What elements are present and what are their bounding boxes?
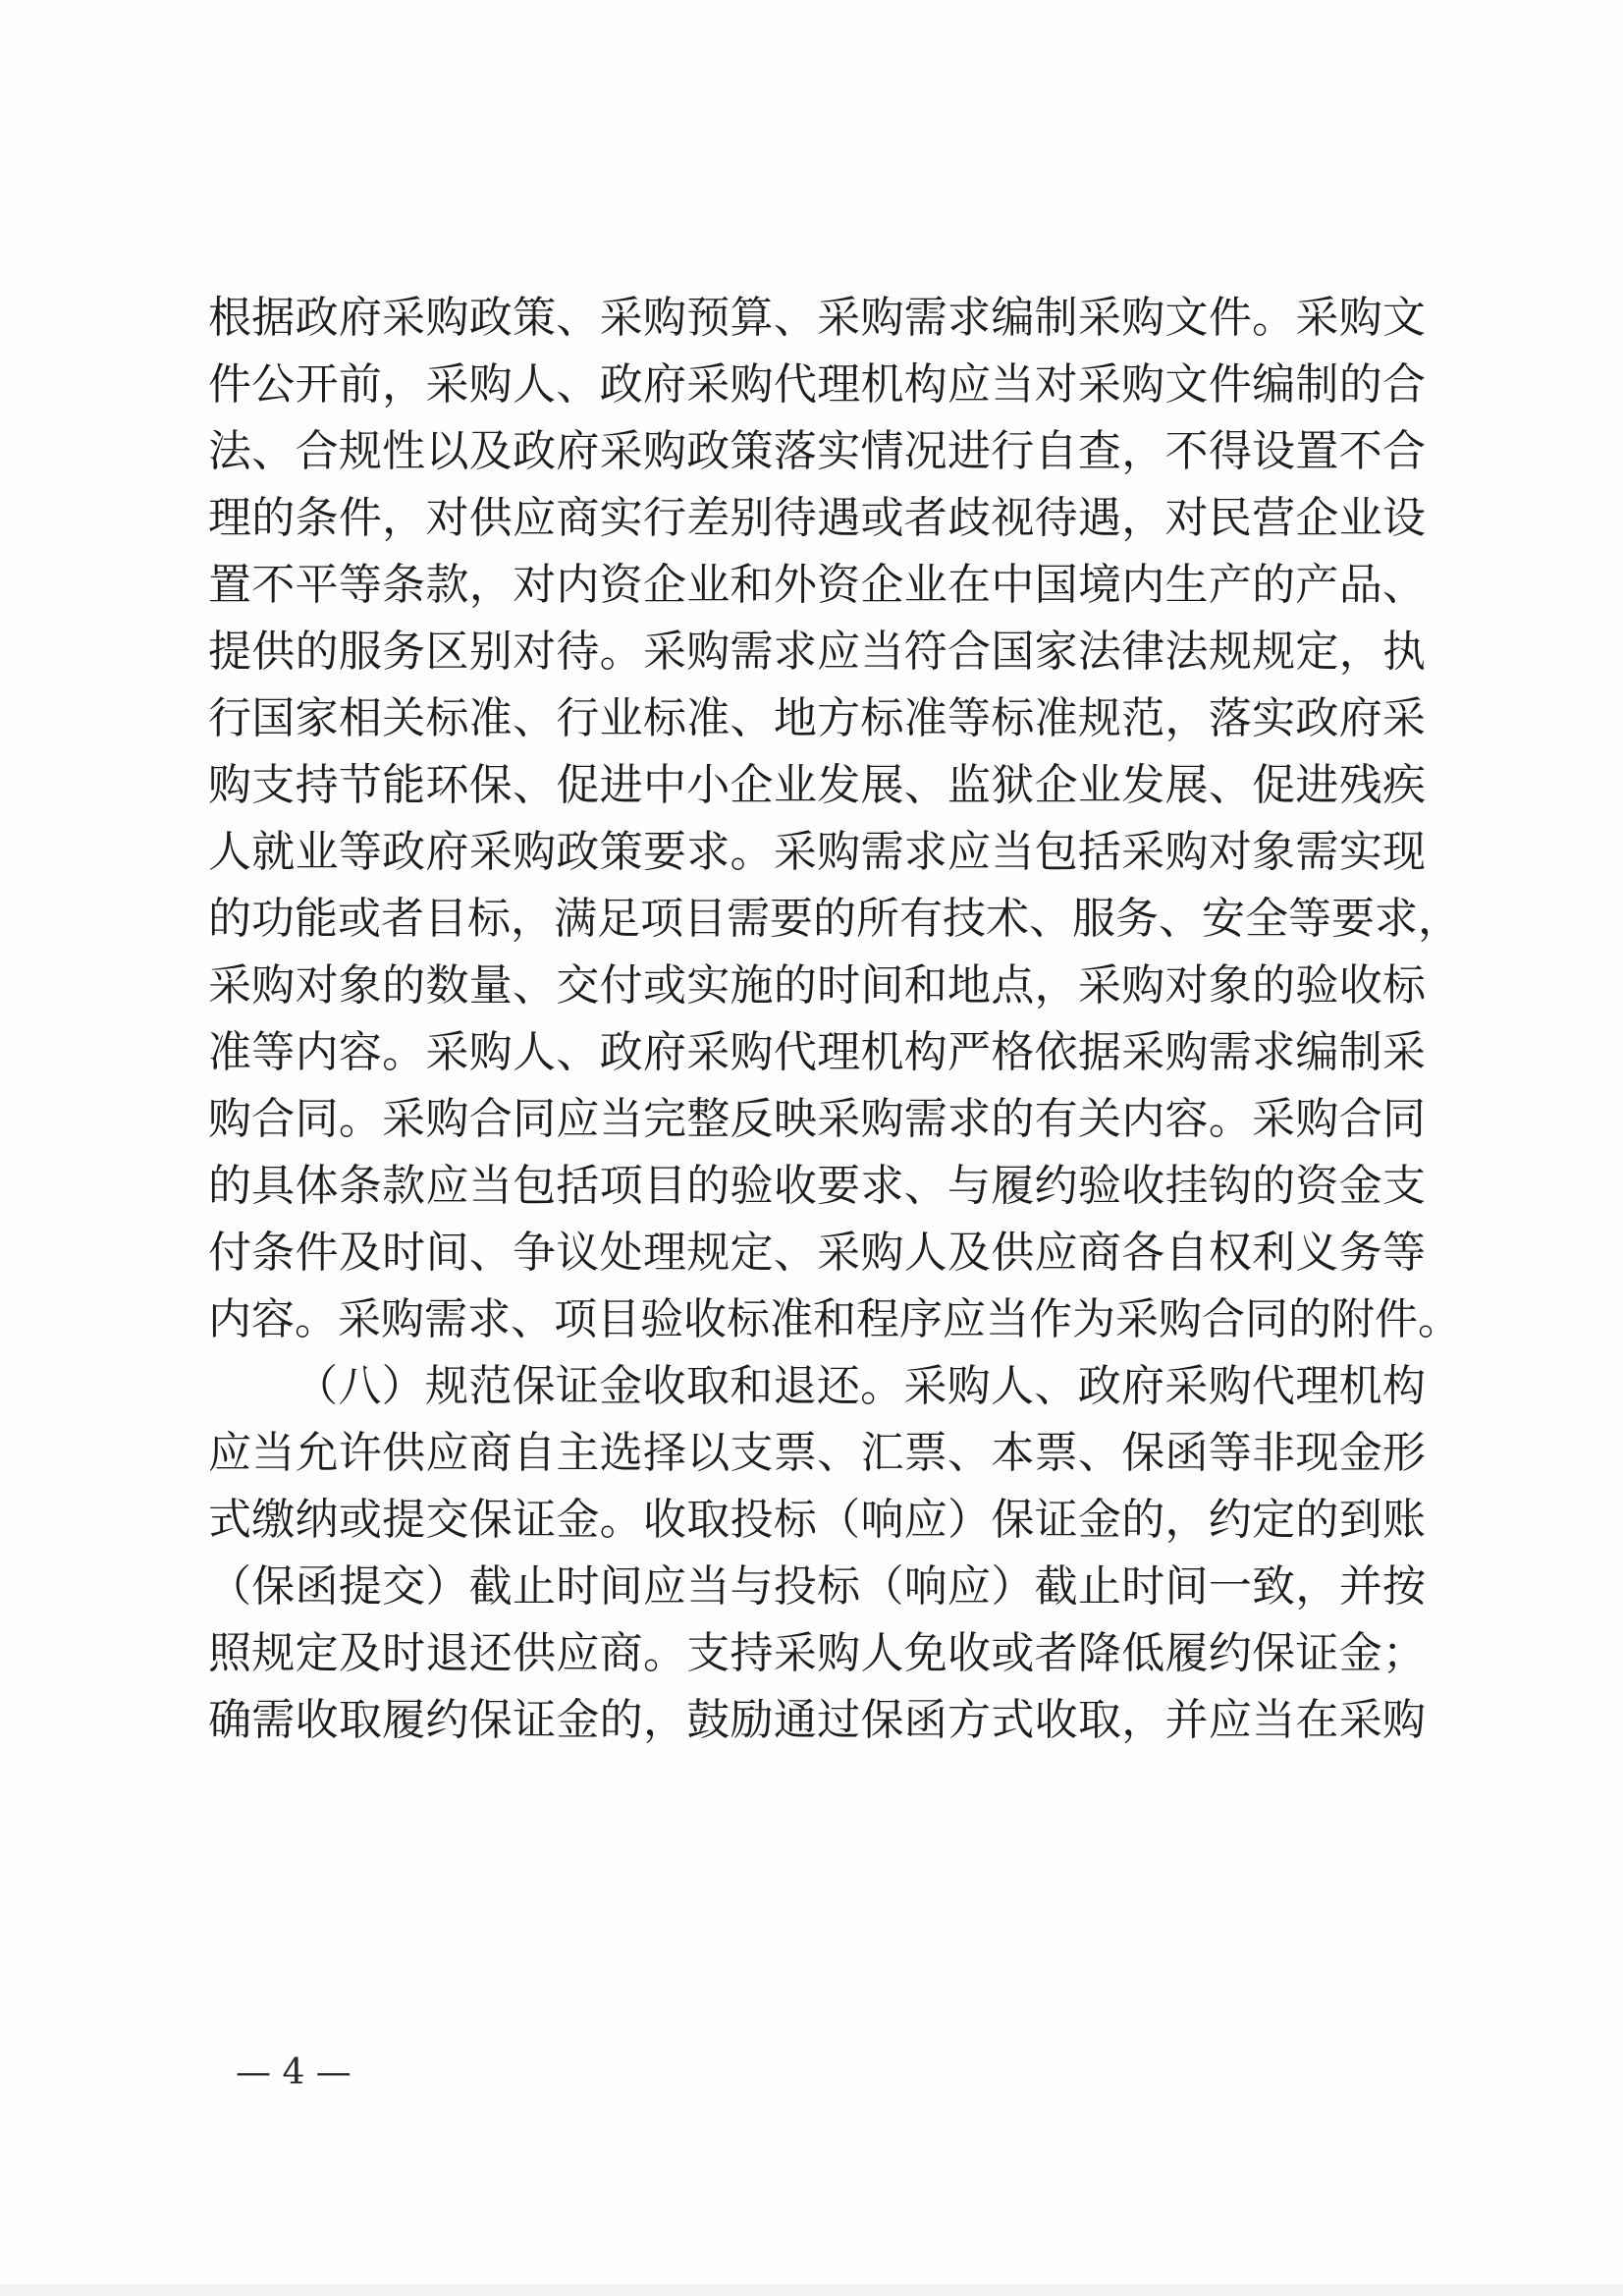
text-line: 应当允许供应商自主选择以支票、汇票、本票、保函等非现金形 — [208, 1428, 1426, 1478]
text-line: 采购对象的数量、交付或实施的时间和地点，采购对象的验收标 — [208, 960, 1426, 1011]
text-line: 付条件及时间、争议处理规定、采购人及供应商各自权利义务等 — [208, 1228, 1426, 1278]
text-line: 行国家相关标准、行业标准、地方标准等标准规范，落实政府采 — [208, 693, 1426, 743]
text-line: 根据政府采购政策、采购预算、采购需求编制采购文件。采购文 — [208, 293, 1426, 343]
paragraph-start-line: （八）规范保证金收取和退还。采购人、政府采购代理机构 — [295, 1361, 1426, 1411]
text-line: 的具体条款应当包括项目的验收要求、与履约验收挂钩的资金支 — [208, 1161, 1426, 1211]
text-line: 内容。采购需求、项目验收标准和程序应当作为采购合同的附件。 — [208, 1294, 1461, 1344]
text-line: 式缴纳或提交保证金。收取投标（响应）保证金的，约定的到账 — [208, 1495, 1426, 1545]
text-line: 准等内容。采购人、政府采购代理机构严格依据采购需求编制采 — [208, 1027, 1426, 1077]
text-line: 提供的服务区别对待。采购需求应当符合国家法律法规规定，执 — [208, 627, 1426, 677]
text-line: 法、合规性以及政府采购政策落实情况进行自查，不得设置不合 — [208, 426, 1426, 476]
text-line: 人就业等政府采购政策要求。采购需求应当包括采购对象需实现 — [208, 827, 1426, 877]
text-line: 购合同。采购合同应当完整反映采购需求的有关内容。采购合同 — [208, 1094, 1426, 1144]
text-line: 照规定及时退还供应商。支持采购人免收或者降低履约保证金； — [208, 1628, 1426, 1678]
text-line: 购支持节能环保、促进中小企业发展、监狱企业发展、促进残疾 — [208, 760, 1426, 810]
text-line: 的功能或者目标，满足项目需要的所有技术、服务、安全等要求， — [208, 894, 1461, 944]
text-line: 确需收取履约保证金的，鼓励通过保函方式收取，并应当在采购 — [208, 1695, 1426, 1745]
page-number: — 4 — — [236, 2052, 352, 2093]
text-line: 置不平等条款，对内资企业和外资企业在中国境内生产的产品、 — [208, 560, 1426, 610]
body-text — [208, 285, 1461, 1754]
text-line: （保函提交）截止时间应当与投标（响应）截止时间一致，并按 — [208, 1561, 1426, 1612]
scan-edge-divider — [0, 2284, 1623, 2296]
text-line: 理的条件，对供应商实行差别待遇或者歧视待遇，对民营企业设 — [208, 493, 1426, 543]
text-line: 件公开前，采购人、政府采购代理机构应当对采购文件编制的合 — [208, 359, 1426, 410]
